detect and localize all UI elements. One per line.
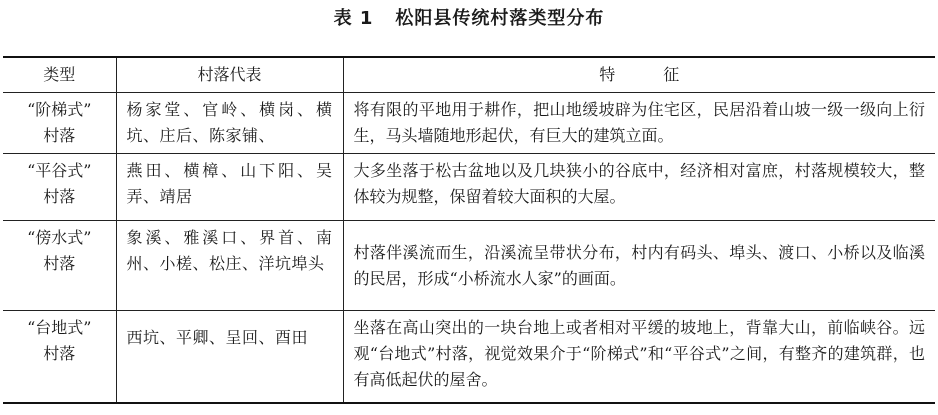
header-villages: 村落代表 [116,57,343,93]
villages-cell: 西坑、平卿、呈回、酉田 [116,311,343,403]
villages-cell: 燕田、横樟、山下阳、吴弄、靖居 [116,154,343,221]
table-row [3,221,935,311]
type-cell [3,311,116,403]
type-cell [3,154,116,221]
table-caption [0,8,938,30]
features-cell: 将有限的平地用于耕作，把山地缓坡辟为住宅区，民居沿着山坡一级一级向上衍生，马头墙随地形起伏，有巨大的建筑立面。 [343,93,935,154]
type-suffix: 村落 [43,126,76,145]
type-name: “台地式” [27,318,92,337]
header-features-char1: 特 [599,65,616,84]
table-number: 表 1 [333,8,374,29]
header-type: 类型 [3,57,116,93]
features-cell: 村落伴溪流而生，沿溪流呈带状分布，村内有码头、埠头、渡口、小桥以及临溪的民居，形成“小桥流水人家”的画面。 [343,221,935,311]
type-cell [3,93,116,154]
table-row [3,154,935,221]
header-row [3,57,935,93]
type-cell [3,221,116,311]
type-name: “平谷式” [27,161,92,180]
table-row [3,93,935,154]
type-suffix: 村落 [43,187,76,206]
type-suffix: 村落 [43,254,76,273]
villages-cell: 杨家堂、官岭、横岗、横坑、庄后、陈家铺、 [116,93,343,154]
type-name: “傍水式” [27,228,92,247]
features-cell: 坐落在高山突出的一块台地上或者相对平缓的坡地上，背靠大山，前临峡谷。远观“台地式”村落，视觉效果介于“阶梯式”和“平谷式”之间，有整齐的建筑群，也有高低起伏的屋舍。 [343,311,935,403]
header-features-char2: 征 [663,65,680,84]
table-title: 松阳县传统村落类型分布 [395,8,605,29]
villages-cell: 象溪、雅溪口、界首、南州、小槎、松庄、洋坑埠头 [116,221,343,311]
table-row [3,311,935,403]
type-name: “阶梯式” [27,100,92,119]
header-features [343,57,935,93]
village-type-table [3,56,935,404]
type-suffix: 村落 [43,344,76,363]
features-cell: 大多坐落于松古盆地以及几块狭小的谷底中，经济相对富庶，村落规模较大，整体较为规整，保留着较大面积的大屋。 [343,154,935,221]
